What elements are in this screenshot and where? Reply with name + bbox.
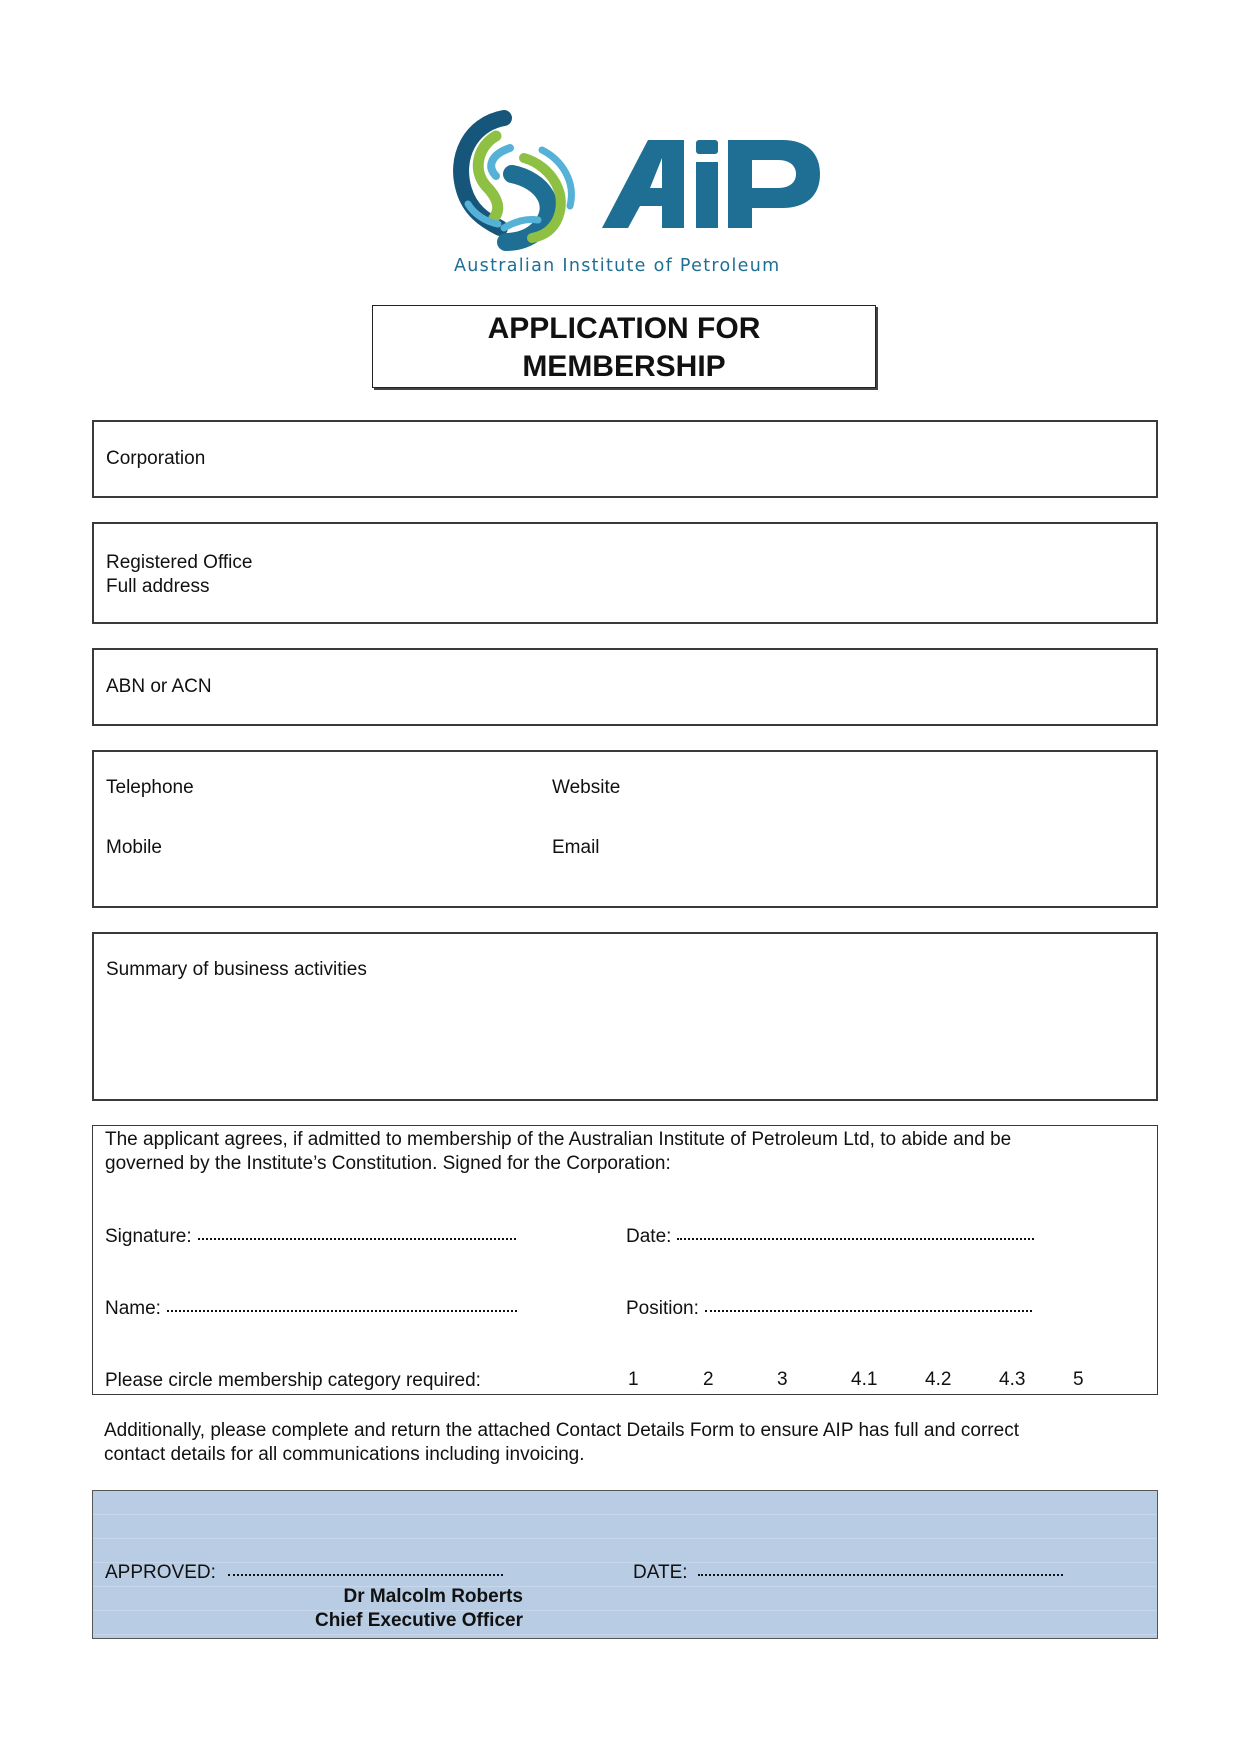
aip-logo [452,110,822,282]
business-summary-label: Summary of business activities [106,959,367,980]
signatory-title: Chief Executive Officer [314,1610,523,1631]
approval-date-field [633,1561,1063,1585]
registered-office-label: Registered Office [106,552,253,573]
approval-date-line [698,1574,1063,1576]
membership-category-options [93,1369,1157,1393]
business-summary-field[interactable] [92,932,1158,1101]
name-field[interactable] [105,1297,517,1321]
name-line[interactable] [167,1310,517,1312]
telephone-label: Telephone [106,777,194,798]
agreement-section [92,1125,1158,1395]
category-option[interactable]: 4.3 [999,1369,1026,1390]
approval-date-label: DATE: [633,1562,688,1583]
form-title-line1: APPLICATION FOR [487,312,761,345]
form-title [372,305,876,388]
name-label: Name: [105,1298,161,1319]
contact-form-note-line2: contact details for all communications including invoicing. [104,1444,585,1465]
date-label: Date: [626,1226,672,1247]
position-label: Position: [626,1298,699,1319]
category-option[interactable]: 2 [703,1369,714,1390]
category-option[interactable]: 4.2 [925,1369,952,1390]
category-option[interactable]: 5 [1073,1369,1084,1390]
email-label: Email [552,837,600,858]
corporation-field[interactable] [92,420,1158,498]
position-field[interactable] [626,1297,1032,1321]
approved-signature-line [228,1574,503,1576]
website-label: Website [552,777,621,798]
contact-field-group [92,750,1158,908]
approval-section [92,1490,1158,1639]
category-prompt: Please circle membership category required: [105,1370,481,1391]
full-address-label: Full address [106,576,210,597]
aip-logo-mark-icon [452,110,822,255]
signature-label: Signature: [105,1226,192,1247]
registered-office-field[interactable] [92,522,1158,624]
approved-field [105,1561,503,1585]
agreement-text-line1: The applicant agrees, if admitted to membership of the Australian Institute of Petroleum Ltd, to abide and be [105,1129,1012,1150]
category-option[interactable]: 4.1 [851,1369,878,1390]
position-line[interactable] [705,1310,1032,1312]
date-field[interactable] [626,1225,1034,1249]
signature-field[interactable] [105,1225,516,1249]
mobile-label: Mobile [106,837,162,858]
signatory-name: Dr Malcolm Roberts [343,1586,523,1607]
abn-acn-field[interactable] [92,648,1158,726]
agreement-text-line2: governed by the Institute’s Constitution. Signed for the Corporation: [105,1153,671,1174]
date-line[interactable] [677,1238,1034,1240]
corporation-label: Corporation [106,448,206,469]
logo-tagline: Australian Institute of Petroleum [454,256,781,276]
approved-label: APPROVED: [105,1562,216,1583]
signature-line[interactable] [198,1238,516,1240]
abn-acn-label: ABN or ACN [106,676,212,697]
category-option[interactable]: 3 [777,1369,788,1390]
contact-form-note-line1: Additionally, please complete and return the attached Contact Details Form to ensure AIP has full and correct [104,1420,1019,1441]
category-option[interactable]: 1 [628,1369,639,1390]
form-title-line2: MEMBERSHIP [522,350,726,383]
